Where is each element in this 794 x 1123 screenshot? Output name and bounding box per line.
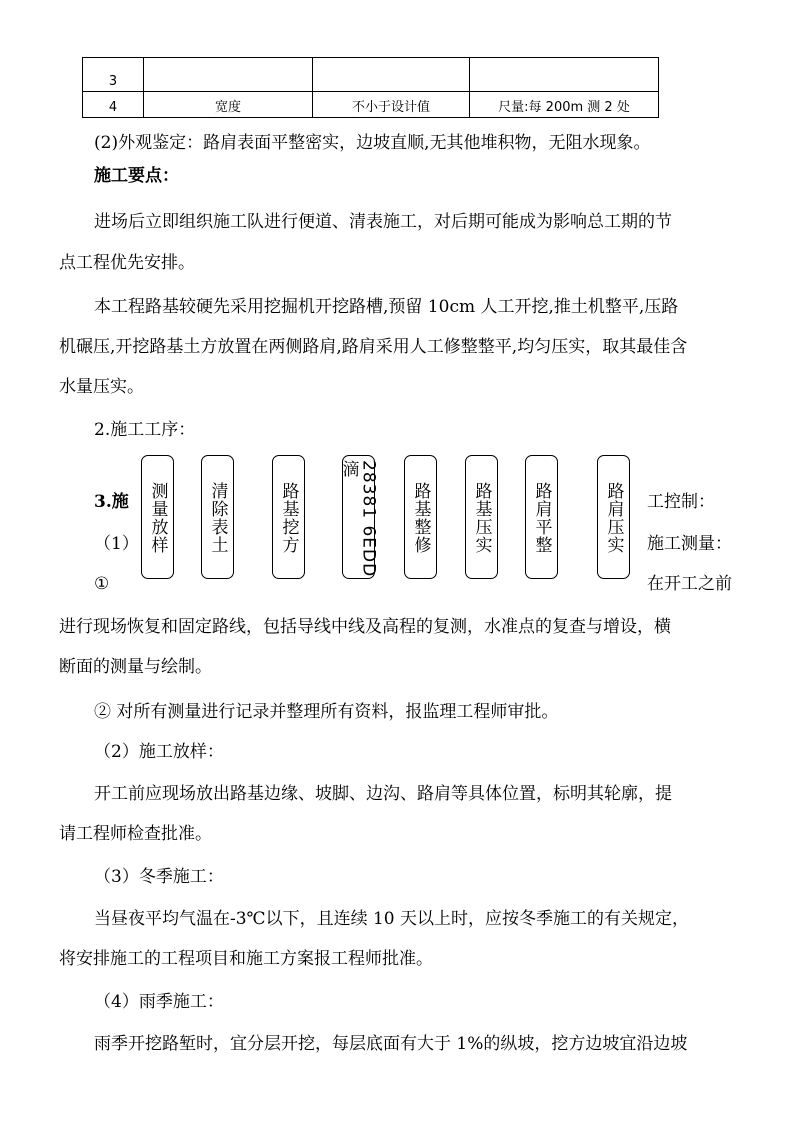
item-cell: 宽度 xyxy=(144,92,313,118)
paragraph-line: 进场后立即组织施工队进行便道、清表施工，对后期可能成为影响总工期的节 xyxy=(94,212,672,232)
paragraph-line: 雨季开挖路堑时，宜分层开挖，每层底面有大于 1%的纵坡，挖方边坡宜沿边坡 xyxy=(94,1034,688,1054)
flow-step: 路基压实 xyxy=(465,455,498,579)
circled-number: ① xyxy=(94,574,110,594)
section-heading: （2）施工放样： xyxy=(94,742,224,762)
flow-step: 路基整修 xyxy=(404,455,437,579)
requirement-cell: 不小于设计值 xyxy=(313,92,470,118)
table-row xyxy=(83,58,659,92)
paragraph-line: 进行现场恢复和固定路线，包括导线中线及高程的复测，水准点的复查与增设，横 xyxy=(59,617,671,637)
flow-step: 路肩压实 xyxy=(597,455,630,579)
paragraph-line: 水量压实。 xyxy=(59,377,144,397)
survey-heading-left: （1） xyxy=(94,534,139,554)
row-number: 4 xyxy=(83,92,144,118)
paragraph-line: ② 对所有测量进行记录并整理所有资料，报监理工程师审批。 xyxy=(94,702,559,722)
flow-step: 路基挖方 xyxy=(272,455,305,579)
section-heading: （4）雨季施工： xyxy=(94,992,224,1012)
process-heading: 2.施工工序： xyxy=(94,420,196,440)
paragraph-line: 本工程路基较硬先采用挖掘机开挖路槽,预留 10cm 人工开挖,推土机整平,压路 xyxy=(94,297,679,317)
key-points-heading: 施工要点： xyxy=(94,166,179,186)
flow-step: 28381 6EDD 滴 xyxy=(342,455,375,579)
method-cell: 尺量:每 200m 测 2 处 xyxy=(470,92,659,118)
paragraph-line: 开工前应现场放出路基边缘、坡脚、边沟、路肩等具体位置，标明其轮廓，提 xyxy=(94,784,672,804)
method-cell xyxy=(470,58,659,92)
paragraph-line: 在开工之前 xyxy=(647,574,732,594)
appearance-paragraph: (2)外观鉴定：路肩表面平整密实，边坡直顺,无其他堆积物，无阻水现象。 xyxy=(94,133,651,153)
flow-step: 清除表土 xyxy=(201,455,234,579)
inspection-table xyxy=(82,57,659,118)
control-heading-left: 3.施 xyxy=(94,492,129,512)
flow-step: 路肩平整 xyxy=(525,455,558,579)
paragraph-line: 断面的测量与绘制。 xyxy=(59,657,212,677)
paragraph-line: 点工程优先安排。 xyxy=(59,253,195,273)
table-row xyxy=(83,92,659,118)
flow-step: 测量放样 xyxy=(141,455,174,579)
requirement-cell xyxy=(313,58,470,92)
paragraph-line: 当昼夜平均气温在-3℃以下，且连续 10 天以上时，应按冬季施工的有关规定， xyxy=(94,909,690,929)
paragraph-line: 将安排施工的工程项目和施工方案报工程师批准。 xyxy=(59,949,433,969)
item-cell xyxy=(144,58,313,92)
control-heading-right: 工控制： xyxy=(647,492,715,512)
paragraph-line: 机碾压,开挖路基土方放置在两侧路肩,路肩采用人工修整整平,均匀压实，取其最佳含 xyxy=(59,337,688,357)
paragraph-line: 请工程师检查批准。 xyxy=(59,824,212,844)
section-heading: （3）冬季施工： xyxy=(94,867,224,887)
row-number: 3 xyxy=(83,58,144,92)
survey-heading-right: 施工测量： xyxy=(647,534,732,554)
